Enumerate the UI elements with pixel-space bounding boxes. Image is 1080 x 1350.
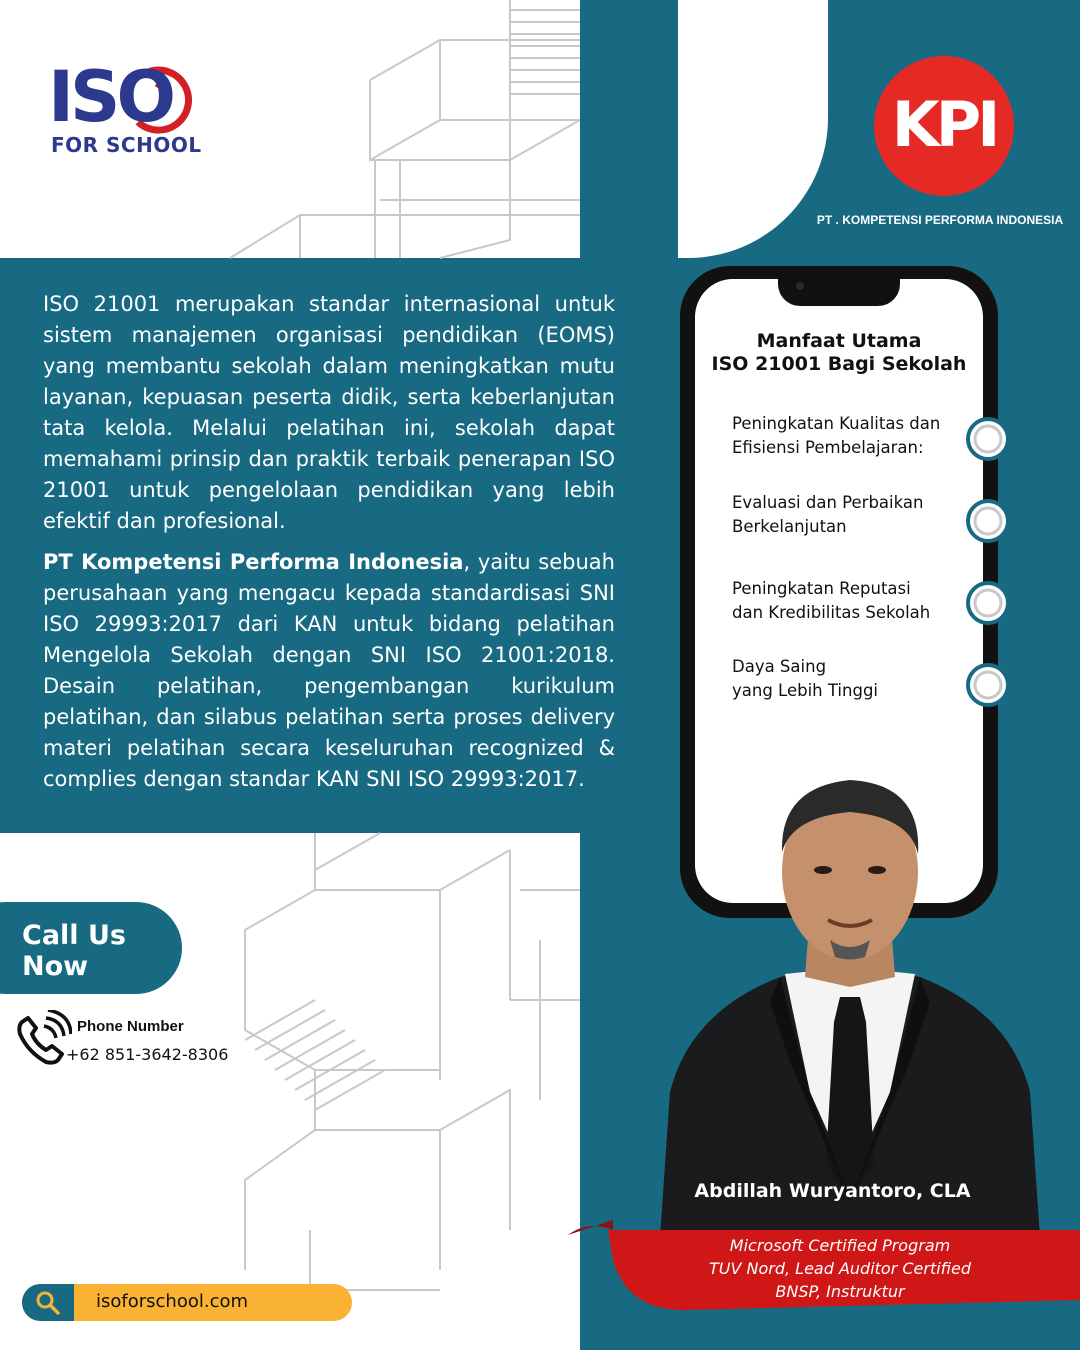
benefits-title-line-2: ISO 21001 Bagi Sekolah — [711, 353, 967, 375]
benefit-3-line-2: dan Kredibilitas Sekolah — [732, 603, 931, 622]
benefit-item-1 — [732, 412, 962, 460]
description-paragraph-2-text: , yaitu sebuah perusahaan yang mengacu kepada standardisasi SNI ISO 29993:2017 dari KAN untuk bidang pelatihan Mengelola Sekolah dengan SNI ISO 21001:2018. Desain pelatihan, pengembangan kurikulum pelatihan, dan silabus pelatihan serta proses delivery materi pelatihan secara keseluruhan recognized & complies dengan standar KAN SNI ISO 29993:2017. — [43, 550, 615, 791]
credential-3: BNSP, Instruktur — [775, 1282, 905, 1301]
description-paragraph-1: ISO 21001 merupakan standar internasional untuk sistem manajemen organisasi pendidikan (EOMS) yang membantu sekolah dalam meningkatkan mutu layanan, kepuasan peserta didik, serta keberlanjutan tata kelola. Melalui pelatihan ini, sekolah dapat memahami prinsip dan praktik terbaik penerapan ISO 21001 untuk pengelolaan pendidikan yang lebih efektif dan profesional. — [43, 292, 615, 533]
speaker-photo — [660, 762, 1040, 1237]
company-name-bold: PT Kompetensi Performa Indonesia — [43, 550, 464, 574]
benefit-3-line-1: Peningkatan Reputasi — [732, 579, 911, 598]
benefit-item-3 — [732, 577, 962, 625]
kpi-logo-text: KPI — [891, 88, 997, 161]
benefits-title — [695, 330, 983, 376]
phone-camera — [796, 282, 804, 290]
phone-icon — [14, 1010, 72, 1068]
call-us-line-2: Now — [22, 951, 89, 982]
credential-2: TUV Nord, Lead Auditor Certified — [708, 1259, 972, 1278]
phone-number-value[interactable]: +62 851-3642-8306 — [66, 1045, 229, 1064]
benefit-2-line-2: Berkelanjutan — [732, 517, 847, 536]
benefit-4-line-1: Daya Saing — [732, 657, 827, 676]
benefit-4-line-2: yang Lebih Tinggi — [732, 681, 879, 700]
call-us-line-1: Call Us — [22, 920, 126, 951]
benefit-1-line-2: Efisiensi Pembelajaran: — [732, 438, 924, 457]
speaker-name: Abdillah Wuryantoro, CLA — [694, 1180, 971, 1202]
benefit-item-2 — [732, 491, 962, 539]
website-link[interactable] — [22, 1284, 352, 1321]
benefit-item-4 — [732, 655, 962, 703]
website-url: isoforschool.com — [96, 1291, 249, 1312]
benefit-1-bullet-icon — [958, 411, 1014, 467]
benefits-title-line-1: Manfaat Utama — [756, 330, 922, 352]
iso-logo-subtitle: FOR SCHOOL — [51, 133, 202, 157]
benefit-3-bullet-icon — [958, 575, 1014, 631]
benefit-2-line-1: Evaluasi dan Perbaikan — [732, 493, 924, 512]
benefit-1-line-1: Peningkatan Kualitas dan — [732, 414, 941, 433]
call-us-text — [22, 920, 126, 982]
description-paragraph-2 — [43, 547, 615, 795]
benefit-2-bullet-icon — [958, 493, 1014, 549]
phone-number-label: Phone Number — [77, 1018, 184, 1035]
benefit-4-bullet-icon — [958, 657, 1014, 713]
kpi-company-name: PT . KOMPETENSI PERFORMA INDONESIA — [816, 213, 1064, 227]
credential-1: Microsoft Certified Program — [729, 1236, 951, 1255]
search-icon — [34, 1289, 62, 1317]
iso-logo-text: ISO — [48, 56, 172, 138]
